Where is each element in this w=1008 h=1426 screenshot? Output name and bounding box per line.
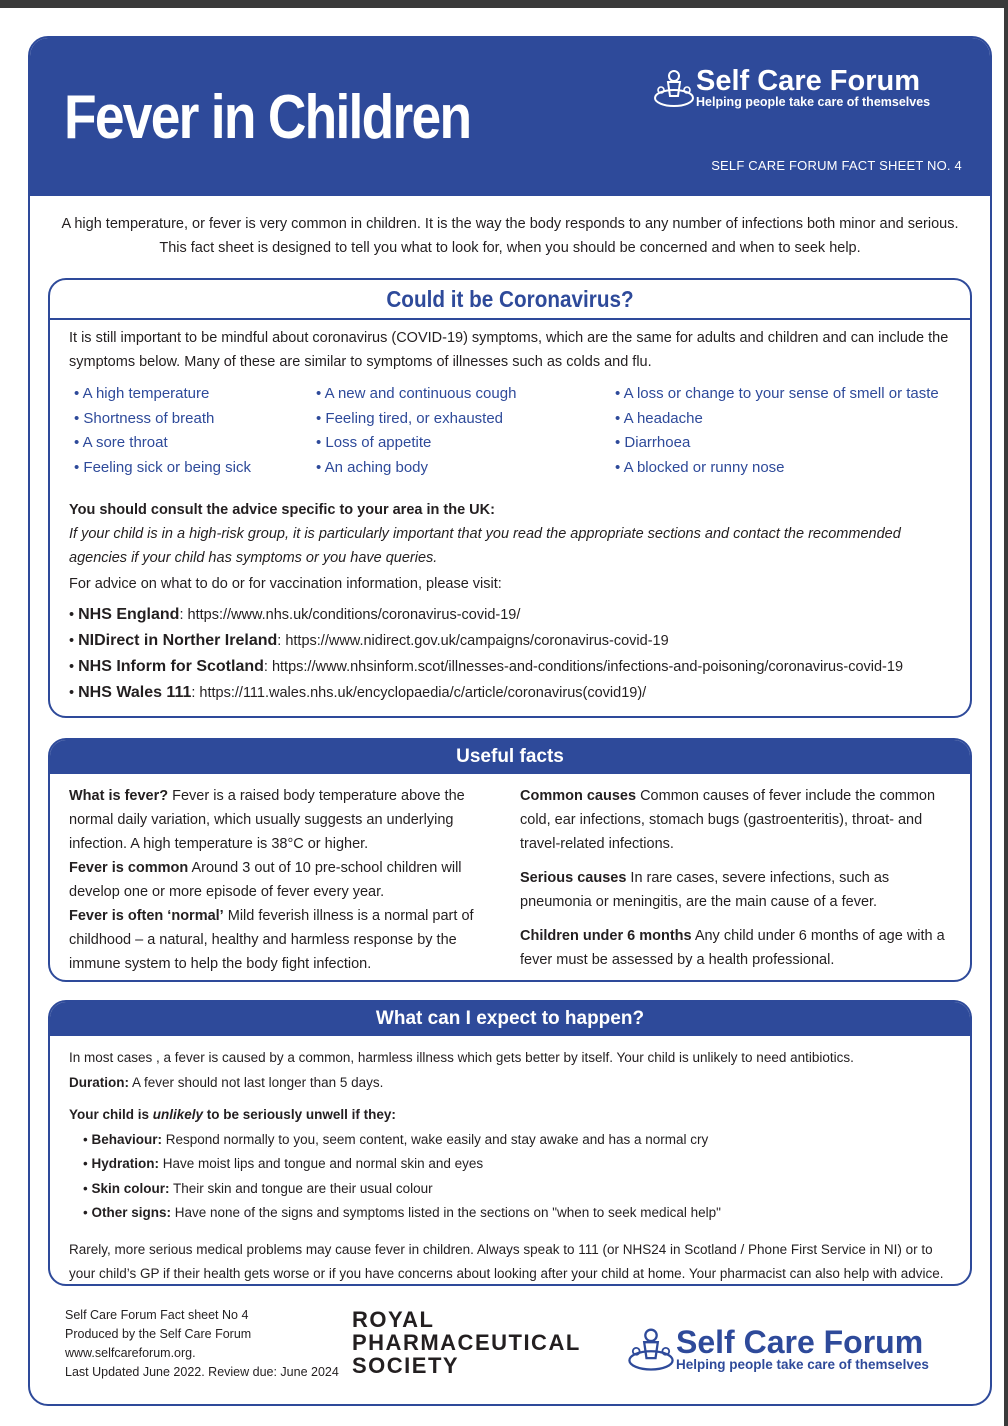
logo-tagline: Helping people take care of themselves: [696, 95, 931, 110]
what-to-expect-section: [48, 1000, 972, 1286]
rps-line: PHARMACEUTICAL: [352, 1330, 581, 1355]
advice-links: [69, 602, 903, 706]
link-url[interactable]: https://www.nidirect.gov.uk/campaigns/coronavirus-covid-19: [285, 633, 669, 649]
advice-link-row[interactable]: • NIDirect in Norther Ireland: https://www.nidirect.gov.uk/campaigns/coronavirus-covid-19: [69, 632, 669, 649]
page-title: Fever in Children: [64, 83, 471, 152]
symptom-item: • A loss or change to your sense of smell or taste: [615, 382, 939, 407]
unwell-post: to be seriously unwell if they:: [203, 1107, 396, 1122]
symptom-item: • Feeling sick or being sick: [74, 456, 251, 481]
fact-paragraph: [520, 866, 952, 914]
symptom-item: • Feeling tired, or exhausted: [316, 407, 516, 432]
symptom-item: • Shortness of breath: [74, 407, 251, 432]
sign-label: Skin colour:: [91, 1180, 170, 1196]
sign-item: [83, 1152, 959, 1177]
duration-row: [69, 1071, 959, 1096]
symptom-list: [74, 382, 251, 480]
family-circle-icon: [652, 66, 696, 110]
sign-label: Other signs:: [91, 1205, 171, 1220]
credit-line: Last Updated June 2022. Review due: June 2024: [65, 1365, 339, 1379]
fact-paragraph: [520, 784, 952, 856]
coronavirus-section: [48, 278, 972, 718]
spacer: [520, 856, 952, 866]
header-banner: [30, 38, 990, 196]
sign-text: Have none of the signs and symptoms listed in the sections on "when to seek medical help": [171, 1205, 721, 1220]
link-name: NHS Wales 111: [78, 684, 192, 701]
sign-item: [83, 1128, 959, 1153]
symptom-item: • An aching body: [316, 456, 516, 481]
signs-list: [83, 1128, 959, 1226]
unwell-heading: [69, 1103, 959, 1128]
coronavirus-intro: It is still important to be mindful about coronavirus (COVID-19) symptoms, which are the same for adults and children and can include the symptoms below. Many of these are similar to symptoms of illnesses such as colds and flu.: [69, 330, 949, 370]
self-care-forum-logo-footer: [626, 1324, 929, 1374]
page: [0, 8, 1004, 1426]
most-cases-text: In most cases , a fever is caused by a common, harmless illness which gets better by itself. Your child is unlikely to need antibiotics.: [69, 1050, 854, 1065]
useful-facts-heading: Useful facts: [50, 740, 970, 774]
logo-name: Self Care Forum: [676, 1324, 924, 1361]
spacer: [520, 914, 952, 924]
duration-label: Duration:: [69, 1074, 129, 1090]
intro-line: A high temperature, or fever is very common in children. It is the way the body responds to any number of infections both minor and serious.: [61, 216, 959, 232]
link-url[interactable]: https://111.wales.nhs.uk/encyclopaedia/c/article/coronavirus(covid19)/: [199, 685, 647, 701]
credit-line: Self Care Forum Fact sheet No 4: [65, 1308, 249, 1322]
fact-label: Serious causes: [520, 870, 627, 886]
facts-column-right: [520, 784, 952, 972]
symptom-list: [316, 382, 516, 480]
credit-line: Produced by the Self Care Forum: [65, 1327, 252, 1341]
symptom-item: • Loss of appetite: [316, 431, 516, 456]
fact-label: Fever is often ‘normal’: [69, 908, 224, 924]
sign-text: Have moist lips and tongue and normal skin and eyes: [158, 1156, 484, 1171]
rps-line: ROYAL: [352, 1307, 435, 1332]
link-url[interactable]: https://www.nhsinform.scot/illnesses-and-conditions/infections-and-poisoning/coronavirus-covid-19: [271, 659, 904, 675]
coronavirus-heading: Could it be Coronavirus?: [386, 286, 634, 312]
fact-paragraph: [520, 924, 952, 972]
what-to-expect-heading: What can I expect to happen?: [50, 1002, 970, 1036]
symptom-item: • A high temperature: [74, 382, 251, 407]
sign-label: Behaviour:: [91, 1131, 162, 1147]
footer-credits: [65, 1306, 339, 1382]
credit-line[interactable]: www.selfcareforum.org.: [65, 1346, 196, 1360]
link-url[interactable]: https://www.nhs.uk/conditions/coronavirus-covid-19/: [187, 607, 521, 623]
sign-label: Hydration:: [91, 1156, 159, 1171]
symptom-item: • A sore throat: [74, 431, 251, 456]
fact-label: Common causes: [520, 788, 637, 804]
intro-line: This fact sheet is designed to tell you what to look for, when you should be concerned and when to seek help.: [159, 240, 861, 256]
link-name: NHS England: [78, 606, 180, 623]
consult-note: If your child is in a high-risk group, it is particularly important that you read the appropriate sections and contact the recommended agencies if your child has symptoms or you have queries.: [69, 526, 901, 566]
link-name: NIDirect in Norther Ireland: [78, 632, 278, 649]
fact-sheet-frame: [28, 36, 992, 1406]
duration-text: A fever should not last longer than 5 days.: [129, 1074, 384, 1090]
fact-label: Children under 6 months: [520, 928, 692, 944]
logo-tagline: Helping people take care of themselves: [676, 1357, 929, 1373]
fact-label: Fever is common: [69, 860, 189, 876]
symptom-item: • A new and continuous cough: [316, 382, 516, 407]
fact-paragraph: [69, 784, 501, 856]
symptom-item: • A headache: [615, 407, 939, 432]
family-circle-icon: [626, 1324, 676, 1374]
intro-text: [50, 212, 970, 260]
consult-advice: [69, 498, 949, 570]
fact-text: Around 3 out of 10 pre-school children will develop one or more episode of fever every year.: [69, 860, 462, 900]
consult-heading: You should consult the advice specific to your area in the UK:: [69, 502, 495, 518]
fact-paragraph: [69, 904, 501, 976]
advice-lead: For advice on what to do or for vaccination information, please visit:: [69, 576, 502, 592]
fact-sheet-number: SELF CARE FORUM FACT SHEET NO. 4: [711, 158, 962, 173]
facts-column-left: [69, 784, 501, 976]
advice-link-row[interactable]: • NHS Wales 111: https://111.wales.nhs.uk/encyclopaedia/c/article/coronavirus(covid19)/: [69, 684, 647, 701]
rps-line: SOCIETY: [352, 1353, 460, 1378]
divider: [50, 318, 970, 320]
symptom-item: • Diarrhoea: [615, 431, 939, 456]
rarely-text: Rarely, more serious medical problems may cause fever in children. Always speak to 111 (or NHS24 in Scotland / Phone First Service in NI) or to your child’s GP if their health gets worse or if you have concerns about looking after your child at home. Your pharmacist can also help with advice.: [69, 1241, 944, 1281]
sign-item: [83, 1201, 959, 1226]
fact-text: In rare cases, severe infections, such as pneumonia or meningitis, are the main cause of a fever.: [520, 870, 890, 910]
symptom-list: [615, 382, 939, 480]
fact-text: Any child under 6 months of age with a fever must be assessed by a health professional.: [520, 928, 945, 968]
sign-text: Their skin and tongue are their usual colour: [169, 1180, 433, 1196]
useful-facts-section: [48, 738, 972, 982]
advice-link-row[interactable]: • NHS England: https://www.nhs.uk/conditions/coronavirus-covid-19/: [69, 606, 521, 623]
logo-name: Self Care Forum: [696, 65, 920, 98]
fact-text: Common causes of fever include the common cold, ear infections, stomach bugs (gastroenteritis), throat- and travel-related infections.: [520, 788, 936, 852]
fact-paragraph: [69, 856, 501, 904]
sign-text: Respond normally to you, seem content, wake easily and stay awake and has a normal cry: [162, 1131, 709, 1147]
symptom-item: • A blocked or runny nose: [615, 456, 939, 481]
link-name: NHS Inform for Scotland: [78, 658, 264, 675]
advice-link-row[interactable]: • NHS Inform for Scotland: https://www.nhsinform.scot/illnesses-and-conditions/infections-and-poisoning/coronavirus-covid-19: [69, 658, 904, 675]
unwell-emphasis: unlikely: [152, 1107, 204, 1122]
fact-text: Mild feverish illness is a normal part of childhood – a natural, healthy and harmless response by the immune system to help the body fight infection.: [69, 908, 474, 972]
sign-item: [83, 1177, 959, 1202]
royal-pharmaceutical-society-logo: [352, 1308, 581, 1377]
what-to-expect-body: [69, 1046, 959, 1286]
fact-label: What is fever?: [69, 788, 169, 804]
self-care-forum-logo: [652, 66, 930, 110]
fact-text: Fever is a raised body temperature above the normal daily variation, which usually suggests an underlying infection. A high temperature is 38°C or higher.: [69, 788, 465, 852]
unwell-pre: Your child is: [69, 1107, 153, 1122]
